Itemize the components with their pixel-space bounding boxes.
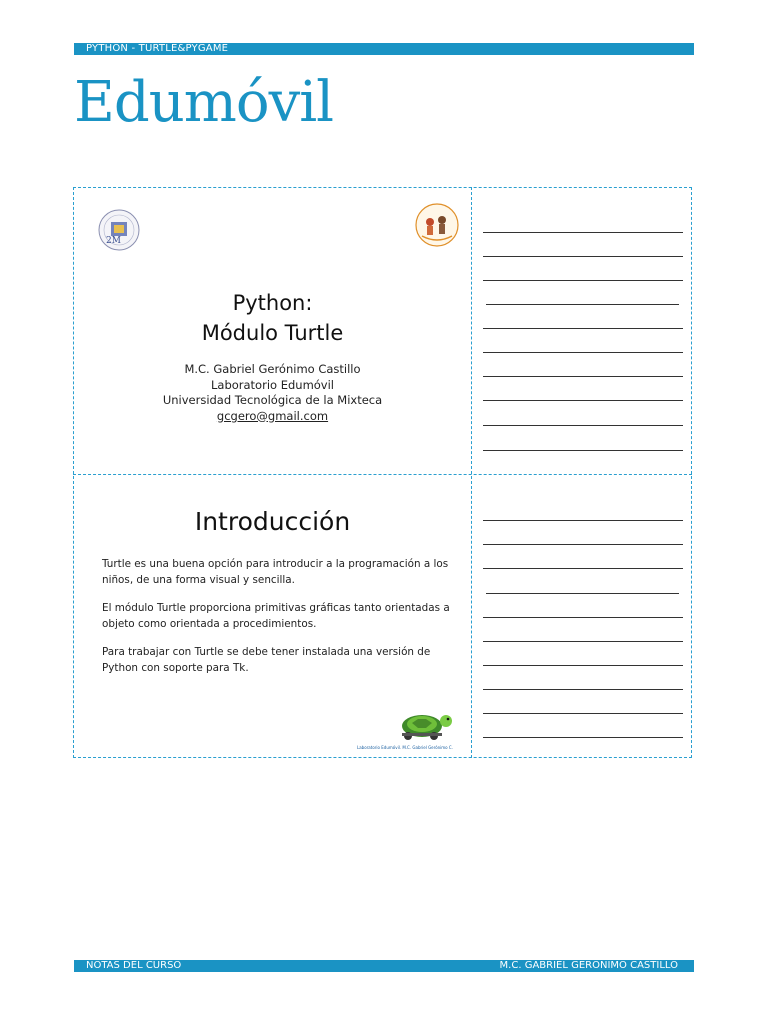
note-line	[483, 425, 683, 426]
note-line	[483, 400, 683, 401]
notes-lines-2	[483, 475, 683, 758]
note-line	[483, 256, 683, 257]
note-line	[483, 232, 683, 233]
email-link[interactable]: gcgero@gmail.com	[216, 408, 329, 423]
footer-band	[74, 960, 694, 972]
note-line	[483, 737, 683, 738]
header-band	[74, 43, 694, 55]
note-line	[483, 450, 683, 451]
slide-introduccion	[74, 475, 471, 758]
intro-paragraph-2: El módulo Turtle proporciona primitivas gráficas tanto orientadas a objeto como orientada a procedimientos.	[102, 602, 450, 630]
slide-title-line1: Python:	[232, 291, 313, 315]
slide-title	[74, 188, 471, 474]
slide-footer-credit: Laboratorio Edumóvil. M.C. Gabriel Gerónimo C.	[357, 745, 453, 750]
author-name: M.C. Gabriel Gerónimo Castillo	[184, 362, 361, 376]
note-line	[486, 304, 679, 305]
notes-lines-1	[483, 188, 683, 474]
note-line	[483, 352, 683, 353]
intro-paragraph-3: Para trabajar con Turtle se debe tener instalada una versión de Python con soporte para Tk.	[102, 646, 431, 674]
note-line	[483, 328, 683, 329]
lab-name: Laboratorio Edumóvil	[210, 377, 334, 392]
footer-right-text: M.C. GABRIEL GERÓNIMO CASTILLO	[499, 960, 678, 971]
brand-title: Edumóvil	[74, 70, 334, 135]
header-band-text: PYTHON - TURTLE&PYGAME	[86, 43, 229, 54]
note-line	[483, 617, 683, 618]
note-line	[483, 568, 683, 569]
intro-paragraph-1: Turtle es una buena opción para introducir a la programación a los niños, de una forma visual y sencilla.	[102, 558, 449, 586]
university-name: Universidad Tecnológica de la Mixteca	[162, 393, 383, 407]
svg-text:2M: 2M	[106, 236, 121, 246]
edumovil-kids-logo-icon	[414, 202, 460, 248]
note-line	[486, 593, 679, 594]
university-seal-icon	[97, 208, 141, 252]
note-line	[483, 665, 683, 666]
slide-title-line2: Módulo Turtle	[201, 321, 344, 345]
turtle-icon	[394, 709, 456, 741]
notes-divider	[471, 187, 472, 758]
note-line	[483, 713, 683, 714]
note-line	[483, 280, 683, 281]
footer-left-text: NOTAS DEL CURSO	[86, 960, 182, 971]
note-line	[483, 376, 683, 377]
note-line	[483, 544, 683, 545]
note-line	[483, 689, 683, 690]
intro-title: Introducción	[194, 507, 351, 536]
note-line	[483, 641, 683, 642]
note-line	[483, 520, 683, 521]
